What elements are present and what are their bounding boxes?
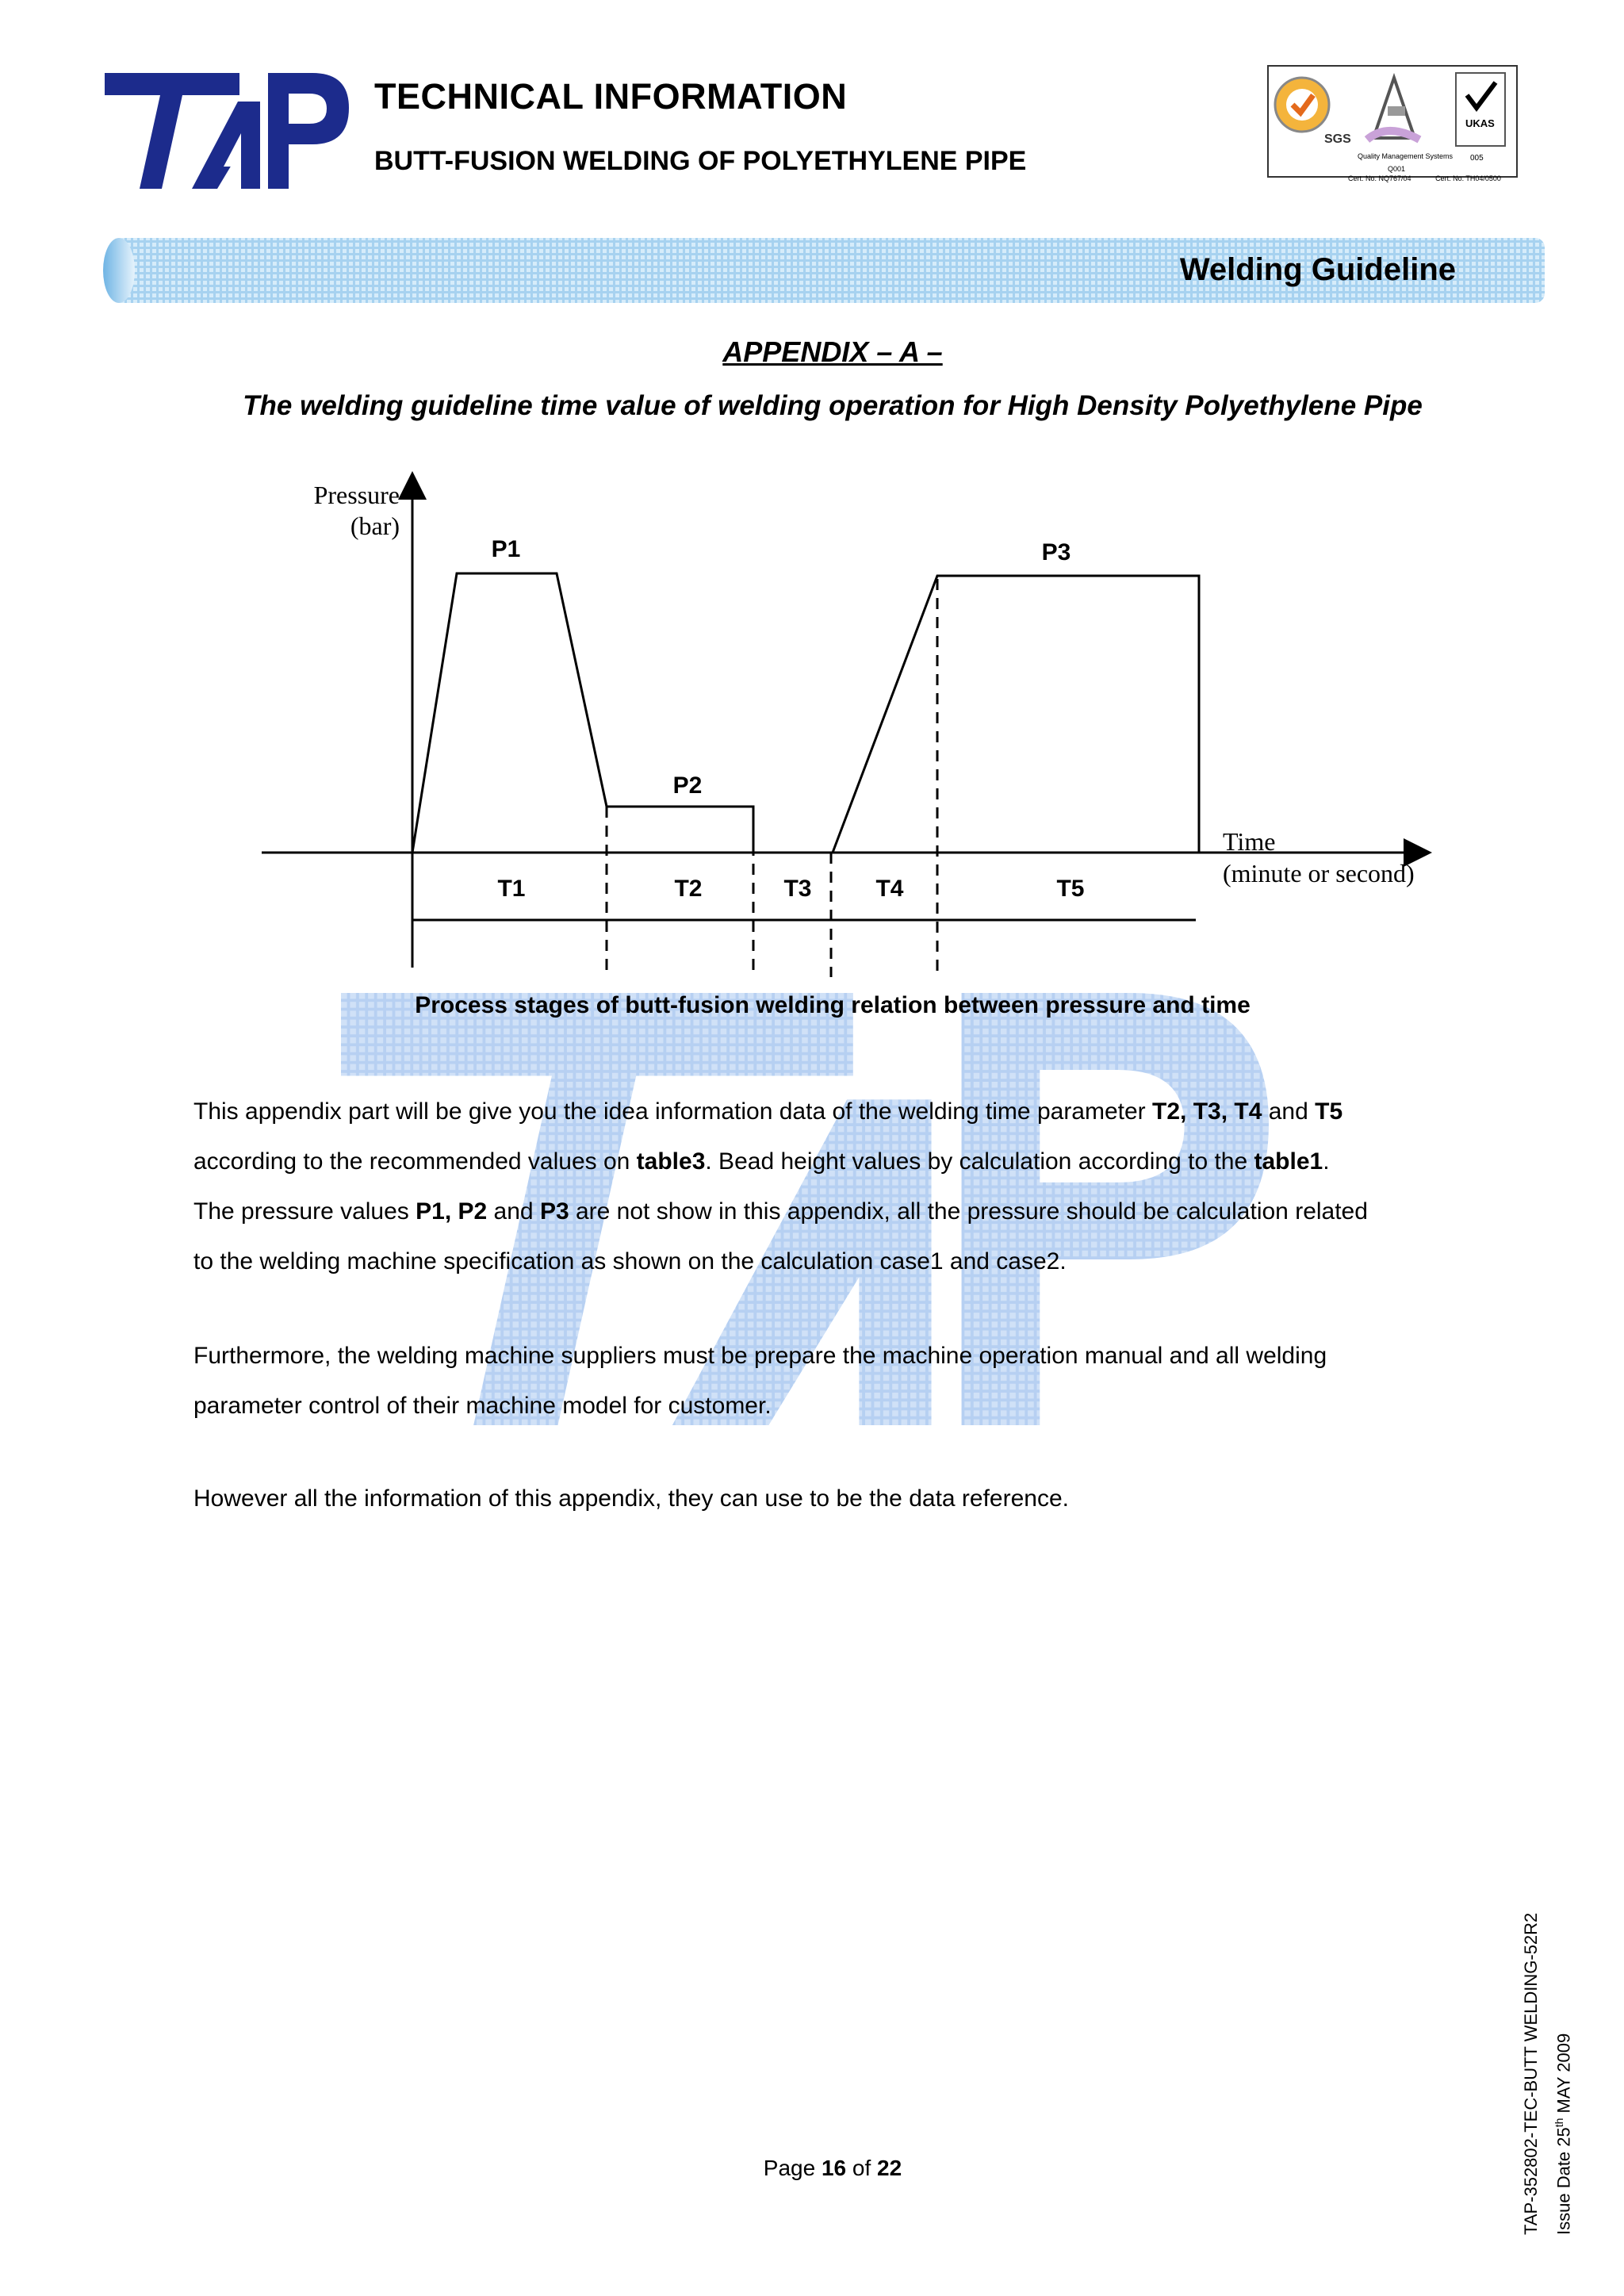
cert-numbers	[1348, 174, 1515, 182]
svg-text:005: 005	[1470, 154, 1484, 163]
header-subtitle: BUTT-FUSION WELDING OF POLYETHYLENE PIPE	[374, 146, 1027, 176]
certification-logos	[1267, 65, 1518, 178]
paragraph-1	[193, 1087, 1462, 1286]
cert-no-2: Cert. No. TH04/0500	[1435, 174, 1501, 182]
svg-text:Quality Management Systems: Quality Management Systems	[1358, 152, 1454, 160]
x-label-1: Time	[1223, 827, 1276, 856]
paragraph-1-line-3: The pressure values P1, P2 and P3 are not show in this appendix, all the pressure should be calculation related	[193, 1198, 1368, 1225]
header-title: TECHNICAL INFORMATION	[374, 76, 848, 117]
paragraph-2-line-1: Furthermore, the welding machine suppliers must be prepare the machine operation manual and all welding	[193, 1343, 1327, 1369]
paragraph-3: However all the information of this appendix, they can use to be the data reference.	[193, 1485, 1069, 1512]
pressure-curve-1	[412, 573, 753, 853]
label-t3: T3	[783, 876, 812, 902]
issue-date: Issue Date 25th MAY 2009	[1553, 2033, 1574, 2235]
paragraph-1-line-1: This appendix part will be give you the idea information data of the welding time parameter T2, T3, T4 and T5	[193, 1098, 1343, 1125]
label-p1: P1	[491, 536, 521, 562]
label-p3: P3	[1041, 539, 1071, 565]
paragraph-1-line-2: according to the recommended values on table3. Bead height values by calculation according to the table1.	[193, 1148, 1330, 1175]
certification-badges-icon	[1269, 67, 1516, 176]
page-number: Page 16 of 22	[763, 2156, 902, 2180]
pressure-time-diagram	[254, 468, 1443, 983]
diagram-caption: Process stages of butt-fusion welding relation between pressure and time	[415, 992, 1251, 1018]
stage-dividers	[607, 579, 937, 977]
label-t4: T4	[875, 876, 904, 902]
y-label-1: Pressure	[313, 481, 400, 509]
svg-text:Q001: Q001	[1388, 165, 1406, 173]
pressure-curve-2	[833, 576, 1199, 853]
label-t1: T1	[497, 876, 526, 902]
paragraph-2-line-2: parameter control of their machine model for customer.	[193, 1393, 772, 1419]
label-t2: T2	[674, 876, 703, 902]
x-label-2: (minute or second)	[1223, 859, 1415, 887]
label-t5: T5	[1056, 876, 1085, 902]
y-label-2: (bar)	[350, 512, 400, 540]
tap-logo	[105, 73, 349, 189]
svg-text:UKAS: UKAS	[1465, 117, 1495, 129]
paragraph-1-line-4: to the welding machine specification as shown on the calculation case1 and case2.	[193, 1248, 1067, 1274]
banner-label: Welding Guideline	[1179, 252, 1456, 287]
paragraph-2	[193, 1331, 1462, 1431]
document-code: TAP-352802-TEC-BUTT WELDING-52R2	[1521, 1912, 1541, 2235]
svg-text:SGS: SGS	[1324, 132, 1351, 146]
appendix-title: APPENDIX – A –	[722, 335, 943, 368]
label-p2: P2	[672, 772, 703, 799]
section-title: The welding guideline time value of welding operation for High Density Polyethylene Pipe	[243, 390, 1423, 421]
cert-no-1: Cert. No. NQ767/04	[1348, 174, 1411, 182]
